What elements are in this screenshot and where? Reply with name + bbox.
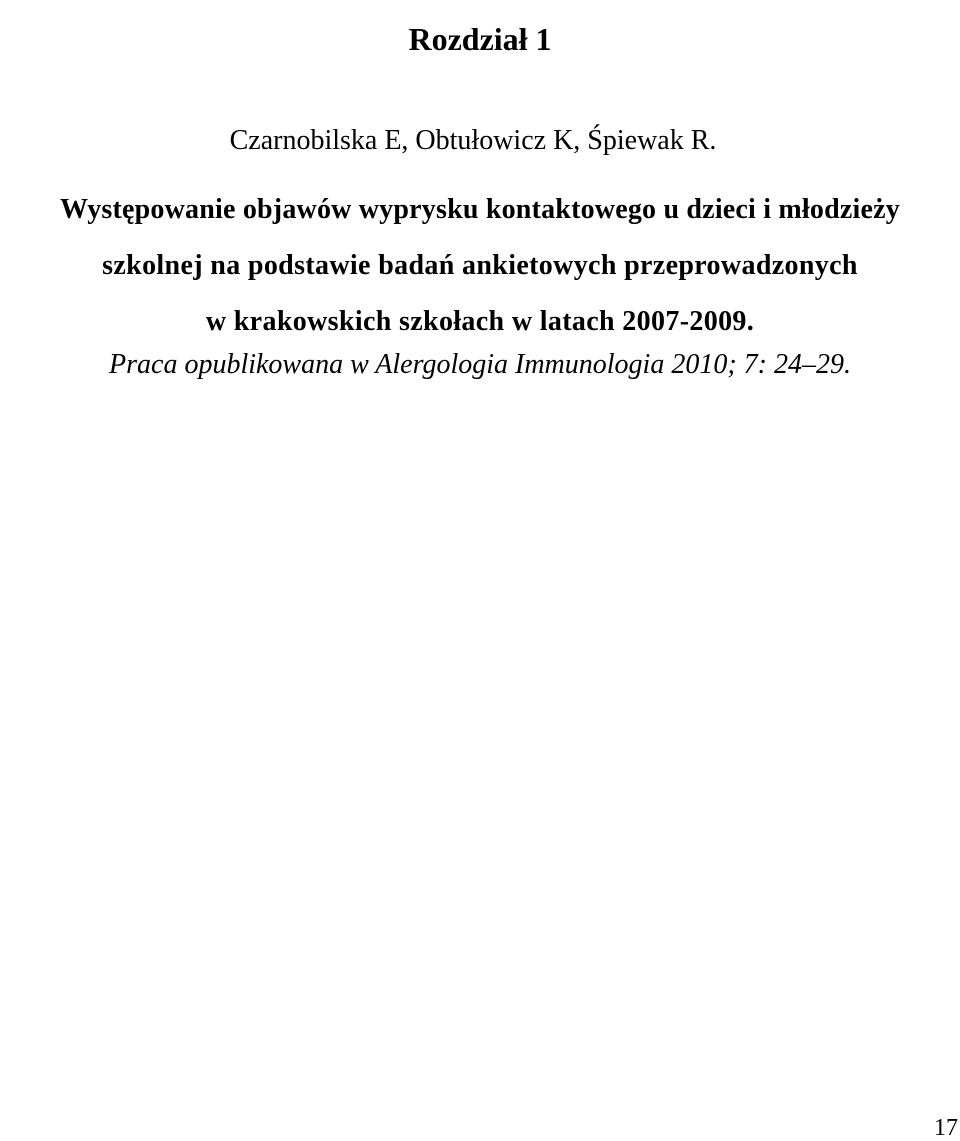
article-title bbox=[0, 182, 960, 350]
article-title-line: Występowanie objawów wyprysku kontaktowego u dzieci i młodzieży bbox=[60, 194, 900, 225]
article-title-line: szkolnej na podstawie badań ankietowych przeprowadzonych bbox=[102, 250, 858, 281]
publication-note: Praca opublikowana w Alergologia Immunologia 2010; 7: 24–29. bbox=[109, 349, 851, 380]
author-list: Czarnobilska E, Obtułowicz K, Śpiewak R. bbox=[229, 125, 717, 156]
chapter-title: Rozdział 1 bbox=[408, 21, 552, 58]
article-title-line: w krakowskich szkołach w latach 2007-2009. bbox=[205, 306, 755, 337]
page-number: 17 bbox=[934, 1115, 958, 1141]
